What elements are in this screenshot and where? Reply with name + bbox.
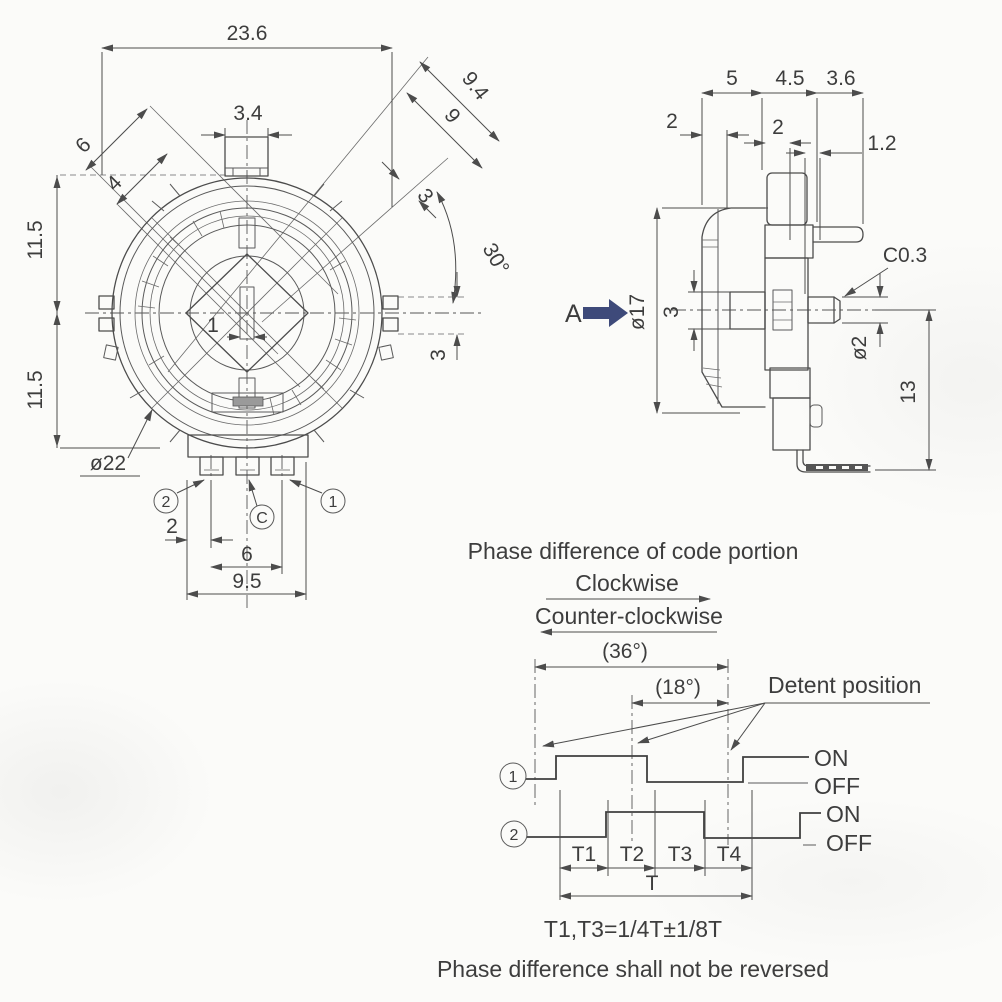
dim-left-lower: 11.5 <box>24 370 47 410</box>
dim-center-key: 1 <box>207 314 219 337</box>
t3-label: T3 <box>667 843 693 866</box>
terminal-callout-1 <box>290 480 345 513</box>
terminal-left-label: 2 <box>161 494 171 511</box>
angle-30-label: 30° <box>477 239 514 279</box>
ch2-off-label: OFF <box>826 830 872 856</box>
chamfer-label: C0.3 <box>882 244 928 267</box>
terminal-right-label: 1 <box>328 494 338 511</box>
dim-diag-tab: 3 <box>412 184 438 208</box>
dim-pin-offset: 2 <box>166 515 178 538</box>
dim-line-4 <box>117 154 167 204</box>
detent-leader-1 <box>543 703 765 746</box>
timing-formula: T1,T3=1/4T±1/8T <box>543 916 723 942</box>
ch1-off-label: OFF <box>814 773 860 799</box>
t4-label: T4 <box>716 843 742 866</box>
view-label-a: A <box>565 300 582 328</box>
dim-3-6: 3.6 <box>826 67 856 90</box>
deg-18-label: (18°) <box>655 676 701 699</box>
t-total-label: T <box>645 872 659 895</box>
dim-body-diameter: ø22 <box>89 452 127 475</box>
diagonal-extension <box>117 204 300 387</box>
dim-height: 13 <box>897 380 920 404</box>
timing-title: Phase difference of code portion <box>467 538 799 564</box>
terminal-callout-c <box>249 480 274 529</box>
dim-line-9 <box>407 93 482 168</box>
detent-leader-2 <box>638 703 765 743</box>
dim-2-mid: 2 <box>772 116 784 139</box>
top-shaft-tab <box>225 137 268 176</box>
dim-foot-width: 9.5 <box>232 570 262 593</box>
t1-label: T1 <box>571 843 597 866</box>
leader-line <box>128 410 152 458</box>
terminal-callout-2 <box>154 480 204 513</box>
housing-profile <box>702 208 765 407</box>
dim-line-6 <box>86 109 147 170</box>
dim-pin-span: 6 <box>241 543 253 566</box>
angle-arc-30 <box>437 192 456 303</box>
dim-hub: 3 <box>660 306 683 318</box>
leader-line <box>845 268 888 296</box>
dim-arrow <box>382 162 399 179</box>
dim-diag-outer: 9.4 <box>457 67 494 105</box>
dim-diag-left-outer: 6 <box>71 133 96 158</box>
dim-line-9-4 <box>420 62 499 141</box>
ch2-on-label: ON <box>826 801 861 827</box>
dim-left-upper: 11.5 <box>24 220 47 260</box>
dim-overall-width: 23.6 <box>226 22 268 45</box>
terminal-center-label: C <box>256 510 268 527</box>
counter-clockwise-label: Counter-clockwise <box>535 603 723 629</box>
front-view <box>24 22 514 608</box>
ch1-on-label: ON <box>814 745 849 771</box>
dim-shaft-tab: 3.4 <box>233 102 263 125</box>
channel-2-label: 2 <box>509 827 519 844</box>
channel-1-label: 1 <box>508 769 518 786</box>
dim-diag-inner: 9 <box>439 104 465 128</box>
detent-leader-3 <box>731 703 765 750</box>
dim-diag-left-inner: 4 <box>102 171 127 196</box>
bottom-bracket <box>797 450 870 472</box>
dim-2-left: 2 <box>666 110 678 133</box>
side-view <box>565 67 936 472</box>
dim-body-diameter-side: ø17 <box>626 293 649 331</box>
dim-shaft-diameter: ø2 <box>848 335 871 361</box>
t2-label: T2 <box>619 843 645 866</box>
detent-position-label: Detent position <box>768 672 922 698</box>
clockwise-label: Clockwise <box>575 570 679 596</box>
dim-4-5: 4.5 <box>775 67 805 90</box>
deg-36-label: (36°) <box>602 640 648 663</box>
channel-1-waveform <box>526 756 809 782</box>
dim-5: 5 <box>726 67 738 90</box>
left-side-tabs <box>99 296 118 360</box>
dim-right-tab: 3 <box>427 349 450 361</box>
timing-note: Phase difference shall not be reversed <box>436 956 830 982</box>
body-blocks <box>765 173 822 450</box>
timing-diagram <box>437 538 930 982</box>
view-direction-arrow-icon <box>583 299 628 327</box>
dim-1-2: 1.2 <box>867 132 897 155</box>
channel-2-waveform <box>527 812 821 838</box>
